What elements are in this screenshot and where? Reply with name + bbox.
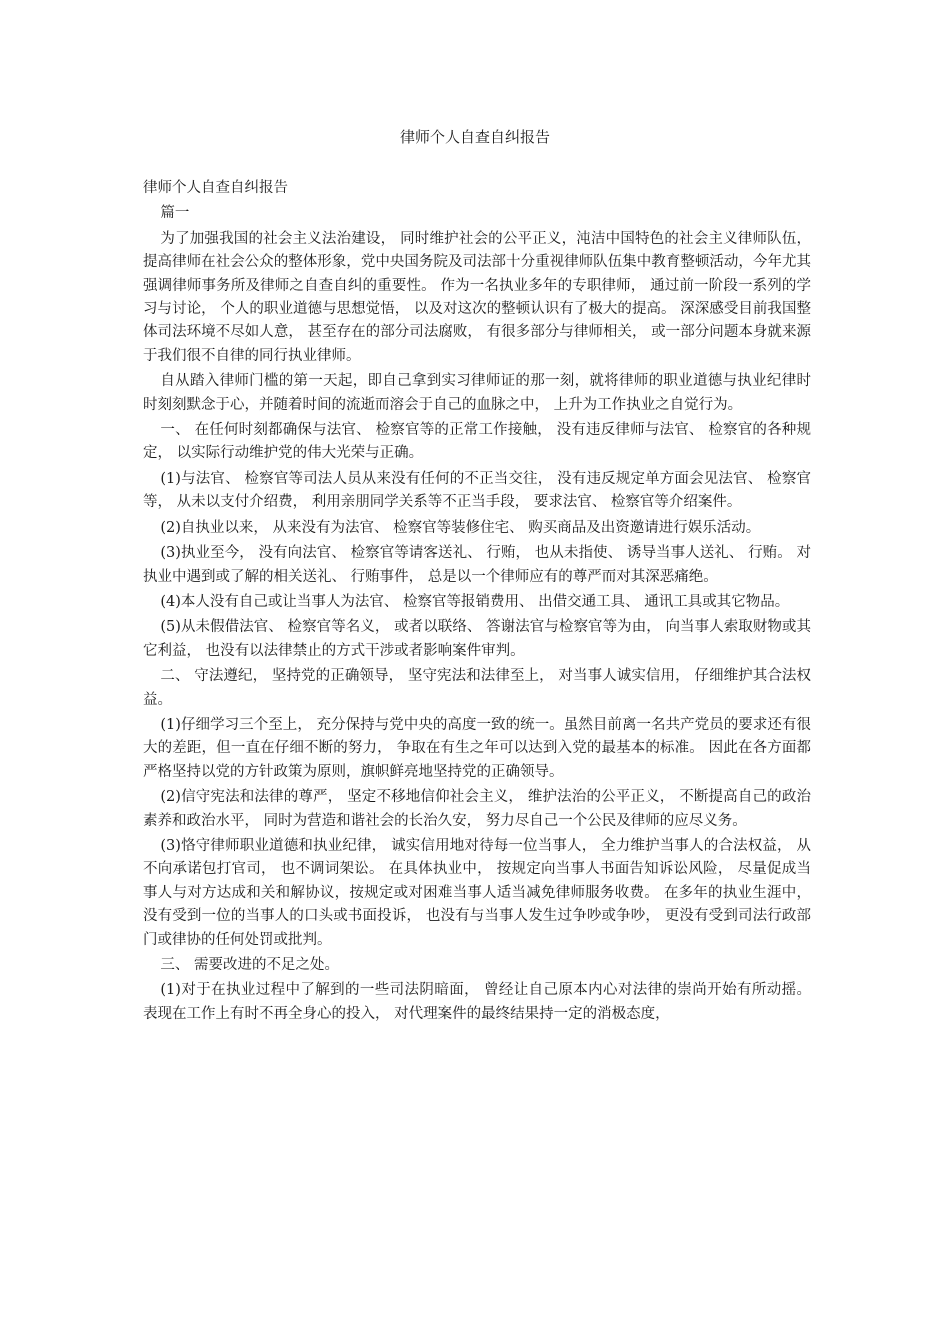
document-paragraph: 自从踏入律师门槛的第一天起，即自己拿到实习律师证的那一刻，就将律师的职业道德与执业纪律时时刻刻默念于心，并随着时间的流逝而溶会于自己的血脉之中， 上升为工作执业之自觉行为。 bbox=[143, 373, 811, 413]
document-paragraph: 一、 在任何时刻都确保与法官、 检察官等的正常工作接触， 没有违反律师与法官、 检察官的各种规定， 以实际行动维护党的伟大光荣与正确。 bbox=[143, 422, 811, 462]
document-paragraph: (5)从未假借法官、 检察官等名义， 或者以联络、 答谢法官与检察官等为由， 向当事人索取财物或其它利益， 也没有以法律禁止的方式干涉或者影响案件审判。 bbox=[143, 619, 811, 659]
document-paragraph: (2)自执业以来， 从来没有为法官、 检察官等装修住宅、 购买商品及出资邀请进行娱乐活动。 bbox=[160, 519, 761, 536]
document-body bbox=[143, 177, 811, 1028]
document-paragraph: (1)对于在执业过程中了解到的一些司法阴暗面， 曾经让自己原本内心对法律的崇尚开始有所动摇。 表现在工作上有时不再全身心的投入， 对代理案件的最终结果持一定的消极态度， bbox=[143, 982, 811, 1022]
document-paragraph: 三、 需要改进的不足之处。 bbox=[160, 957, 339, 973]
document-paragraph: 律师个人自查自纠报告 bbox=[143, 180, 288, 196]
document-paragraph: (2)信守宪法和法律的尊严， 坚定不移地信仰社会主义， 维护法治的公平正义， 不断提高自己的政治素养和政治水平， 同时为营造和谐社会的长治久安， 努力尽自己一个公民及律师的应尽义务。 bbox=[143, 789, 811, 829]
document-paragraph: 为了加强我国的社会主义法治建设， 同时维护社会的公平正义，沌洁中国特色的社会主义律师队伍，提高律师在社会公众的整体形象，党中央国务院及司法部十分重视律师队伍集中教育整顿活动，今年尤其强调律师事务所及律师之自查自纠的重要性。 作为一名执业多年的专职律师， 通过前一阶段一系列的学习与讨论， 个人的职业道德与思想觉悟， 以及对这次的整顿认识有了极大的提高。 深深感受目前我国整体司法环境不尽如人意， 甚至存在的部分司法腐败， 有很多部分与律师相关， 或一部分问题本身就来源于我们很不自律的同行执业律师。 bbox=[143, 230, 811, 364]
document-paragraph: (3)恪守律师职业道德和执业纪律， 诚实信用地对待每一位当事人， 全力维护当事人的合法权益， 从不向承诺包打官司， 也不调词架讼。 在具体执业中， 按规定向当事人书面告知诉讼风险， 尽量促成当事人与对方达成和关和解协议，按规定或对困难当事人适当减免律师服务收费。 在多年的执业生涯中， 没有受到一位的当事人的口头或书面投诉， 也没有与当事人发生过争吵或争吵， 更没有受到司法行政部门或律协的任何处罚或批判。 bbox=[143, 837, 811, 948]
document-title: 律师个人自查自纠报告 bbox=[399, 128, 550, 146]
document-paragraph: (1)与法官、 检察官等司法人员从来没有任何的不正当交往， 没有违反规定单方面会见法官、 检察官等， 从未以支付介绍费， 利用亲朋同学关系等不正当手段， 要求法官、 检察官等介绍案件。 bbox=[143, 470, 811, 511]
document-paragraph: 篇一 bbox=[160, 205, 190, 222]
document-paragraph: (4)本人没有自己或让当事人为法官、 检察官等报销费用、 出借交通工具、 通讯工具或其它物品。 bbox=[160, 593, 790, 610]
document-paragraph: 二、 守法遵纪， 坚持党的正确领导， 坚守宪法和法律至上， 对当事人诚实信用， 仔细维护其合法权益。 bbox=[143, 668, 811, 708]
document-paragraph: (1)仔细学习三个至上， 充分保持与党中央的高度一致的统一。虽然目前离一名共产党员的要求还有很大的差距，但一直在仔细不断的努力， 争取在有生之年可以达到入党的最基本的标准。 因此在各方面都严格坚持以党的方针政策为原则，旗帜鲜亮地坚持党的正确领导。 bbox=[143, 716, 811, 780]
document-paragraph: (3)执业至今， 没有向法官、 检察官等请客送礼、 行贿， 也从未指使、 诱导当事人送礼、 行贿。 对执业中遇到或了解的相关送礼、 行贿事件， 总是以一个律师应有的尊严而对其深恶痛绝。 bbox=[143, 545, 811, 585]
